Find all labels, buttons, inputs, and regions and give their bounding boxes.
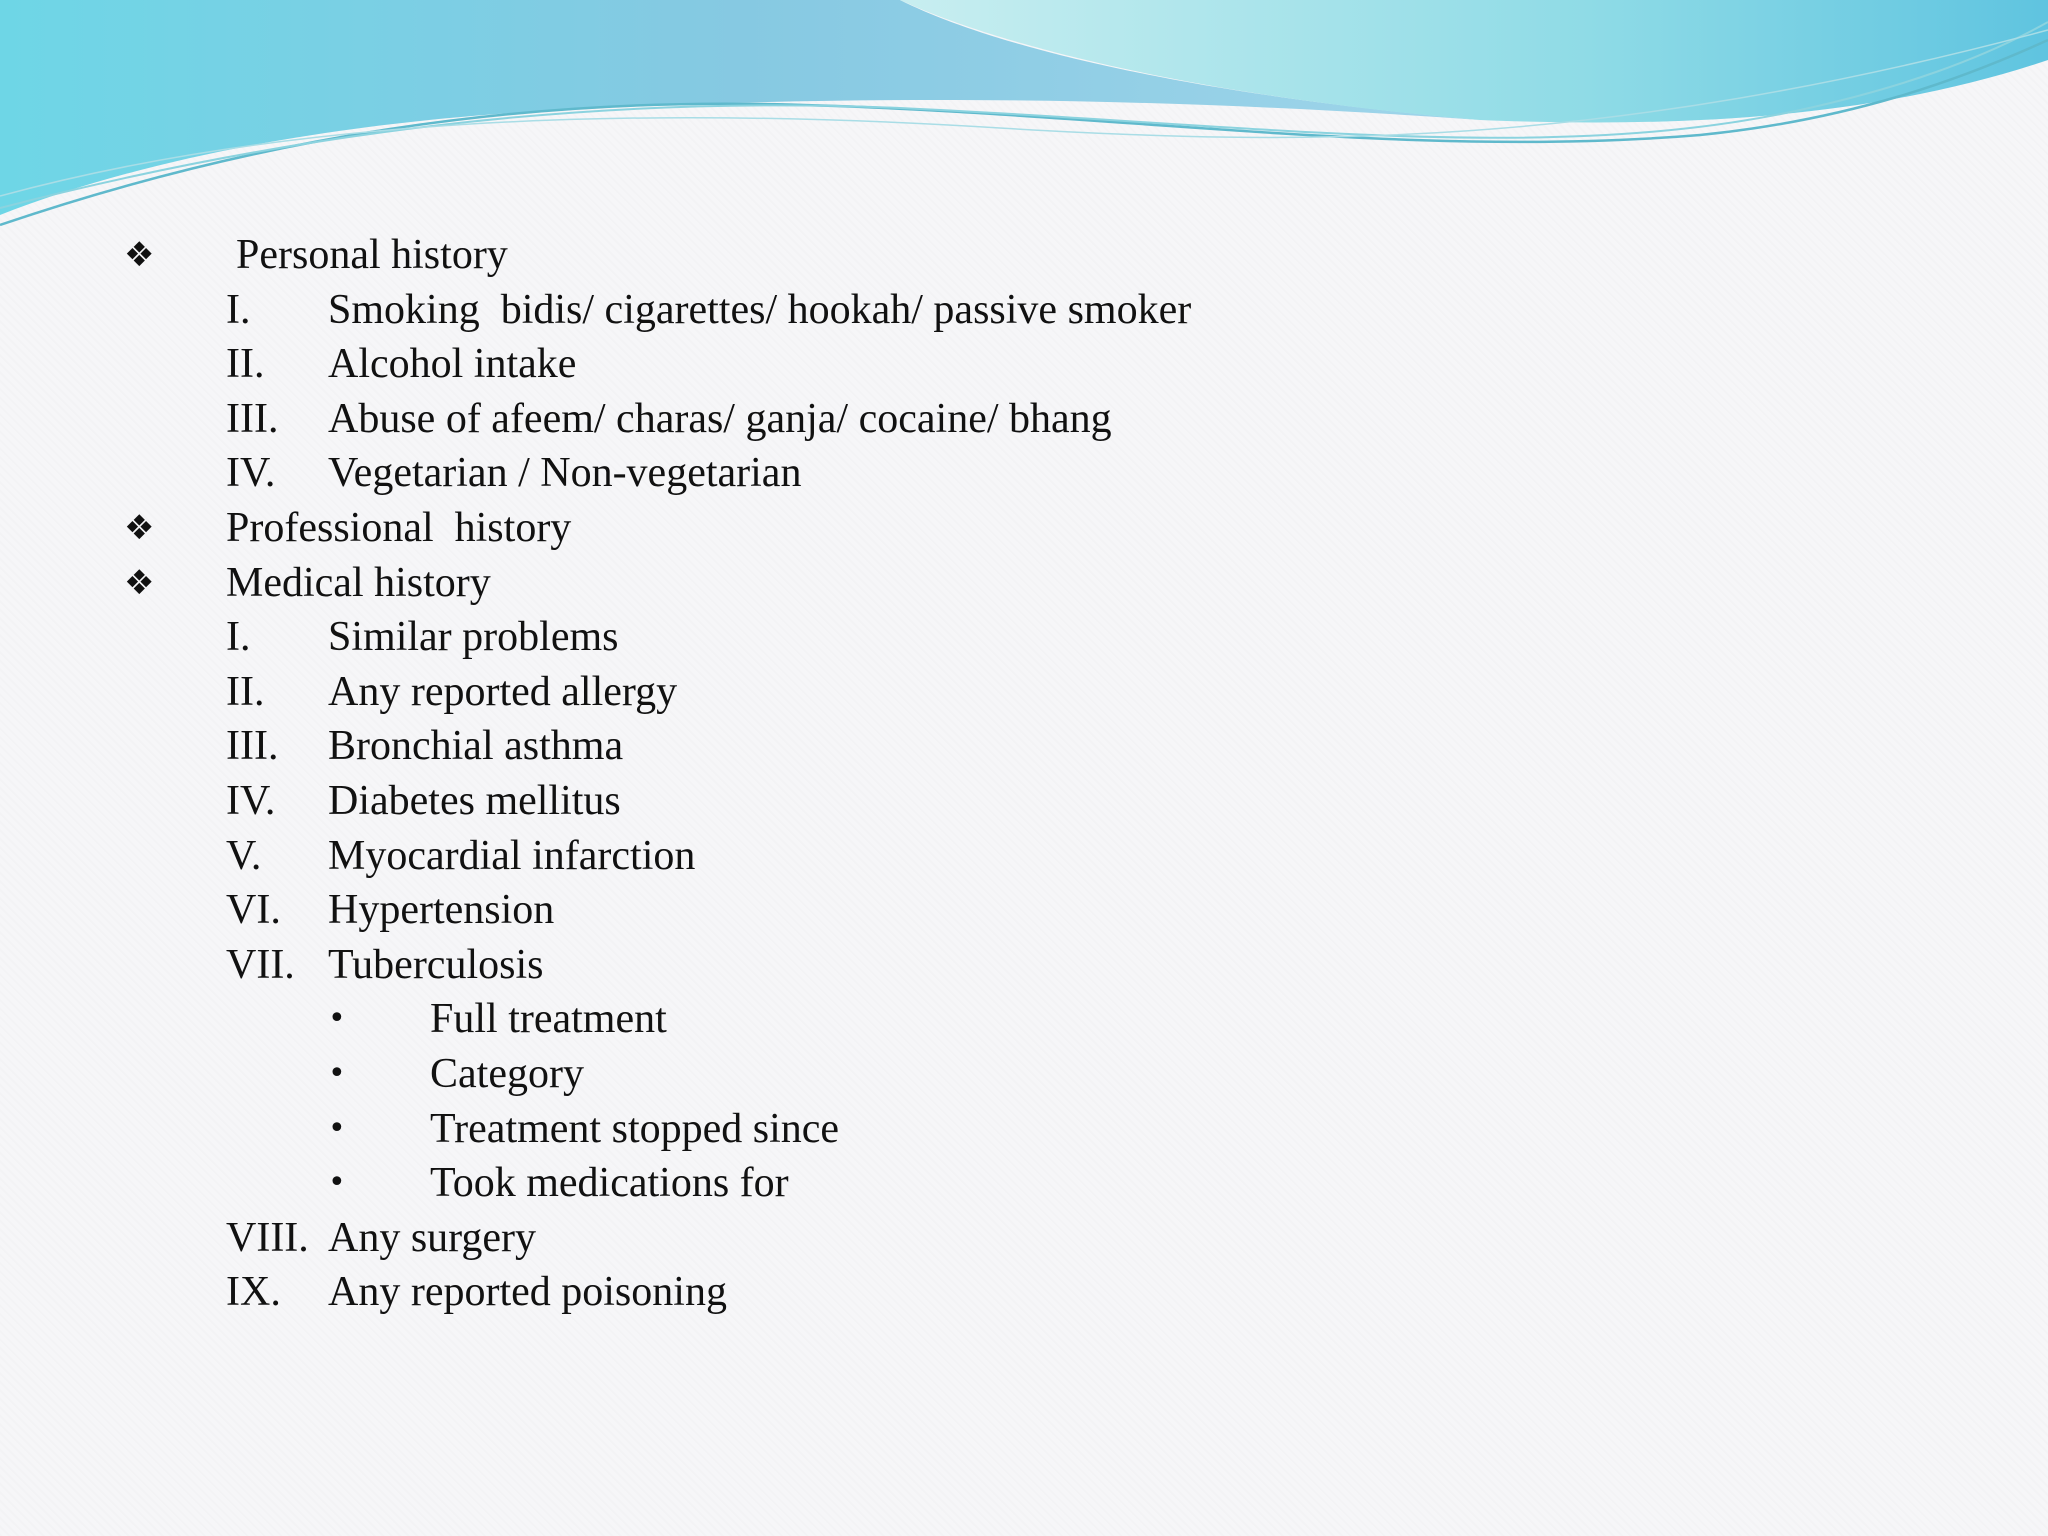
list-item-text: Smoking bidis/ cigarettes/ hookah/ passive smoker <box>328 286 1192 333</box>
list-item-text: Personal history <box>236 232 508 278</box>
diamond-bullet-icon: ❖ <box>124 235 155 275</box>
roman-numeral-marker: I. <box>226 614 251 661</box>
roman-numeral-marker: IV. <box>226 450 276 497</box>
roman-numeral-marker: VII. <box>226 941 295 988</box>
list-item-level-1 <box>0 446 2048 501</box>
list-item-level-2 <box>0 1156 2048 1211</box>
list-item-text: Alcohol intake <box>328 341 577 388</box>
list-item-level-1 <box>0 883 2048 938</box>
list-item-level-1 <box>0 1265 2048 1320</box>
round-bullet-icon: • <box>328 1055 346 1091</box>
list-item-text: Took medications for <box>430 1160 789 1207</box>
list-item-level-2 <box>0 1047 2048 1102</box>
list-item-text: Any reported poisoning <box>328 1269 727 1316</box>
round-bullet-icon: • <box>328 1110 346 1146</box>
list-item-level-1 <box>0 1211 2048 1266</box>
round-bullet-icon: • <box>328 1001 346 1037</box>
roman-numeral-marker: V. <box>226 832 262 879</box>
roman-numeral-marker: IV. <box>226 777 276 824</box>
list-item-level-1 <box>0 392 2048 447</box>
roman-numeral-marker: VI. <box>226 887 281 934</box>
list-item-text: Abuse of afeem/ charas/ ganja/ cocaine/ bhang <box>328 395 1112 442</box>
list-item-text: Professional history <box>226 504 572 551</box>
round-bullet-icon: • <box>328 1165 346 1201</box>
list-item-text: Vegetarian / Non-vegetarian <box>328 450 802 497</box>
list-item-text: Similar problems <box>328 614 619 661</box>
list-item-level-1 <box>0 938 2048 993</box>
roman-numeral-marker: III. <box>226 395 279 442</box>
list-item-level-1 <box>0 774 2048 829</box>
roman-numeral-marker: VIII. <box>226 1214 309 1261</box>
list-item-text: Tuberculosis <box>328 941 544 988</box>
list-item-level-0 <box>0 501 2048 556</box>
roman-numeral-marker: I. <box>226 286 251 333</box>
list-item-level-1 <box>0 829 2048 884</box>
list-item-text: Myocardial infarction <box>328 832 696 879</box>
list-item-text: Treatment stopped since <box>430 1105 840 1152</box>
roman-numeral-marker: III. <box>226 723 279 770</box>
roman-numeral-marker: II. <box>226 341 265 388</box>
list-item-text: Medical history <box>226 559 491 606</box>
roman-numeral-marker: II. <box>226 668 265 715</box>
roman-numeral-marker: IX. <box>226 1269 281 1316</box>
diamond-bullet-icon: ❖ <box>124 562 155 603</box>
diamond-bullet-icon: ❖ <box>124 507 155 548</box>
list-item-text: Hypertension <box>328 887 555 934</box>
list-item-level-1 <box>0 665 2048 720</box>
list-item-text: Bronchial asthma <box>328 723 624 770</box>
list-item-level-1 <box>0 337 2048 392</box>
list-item-level-1 <box>0 610 2048 665</box>
list-item-level-0 <box>0 556 2048 611</box>
list-item-level-1 <box>0 719 2048 774</box>
header-wave-decoration <box>0 0 2048 240</box>
list-item-text: Any surgery <box>328 1214 537 1261</box>
list-item-text: Any reported allergy <box>328 668 678 715</box>
list-item-text: Diabetes mellitus <box>328 777 621 824</box>
list-item-level-0 <box>0 228 2048 283</box>
list-item-level-2 <box>0 1102 2048 1157</box>
history-list <box>0 228 2048 1320</box>
list-item-level-2 <box>0 992 2048 1047</box>
list-item-text: Category <box>430 1050 584 1097</box>
list-item-text: Full treatment <box>430 996 667 1043</box>
list-item-level-1 <box>0 283 2048 338</box>
